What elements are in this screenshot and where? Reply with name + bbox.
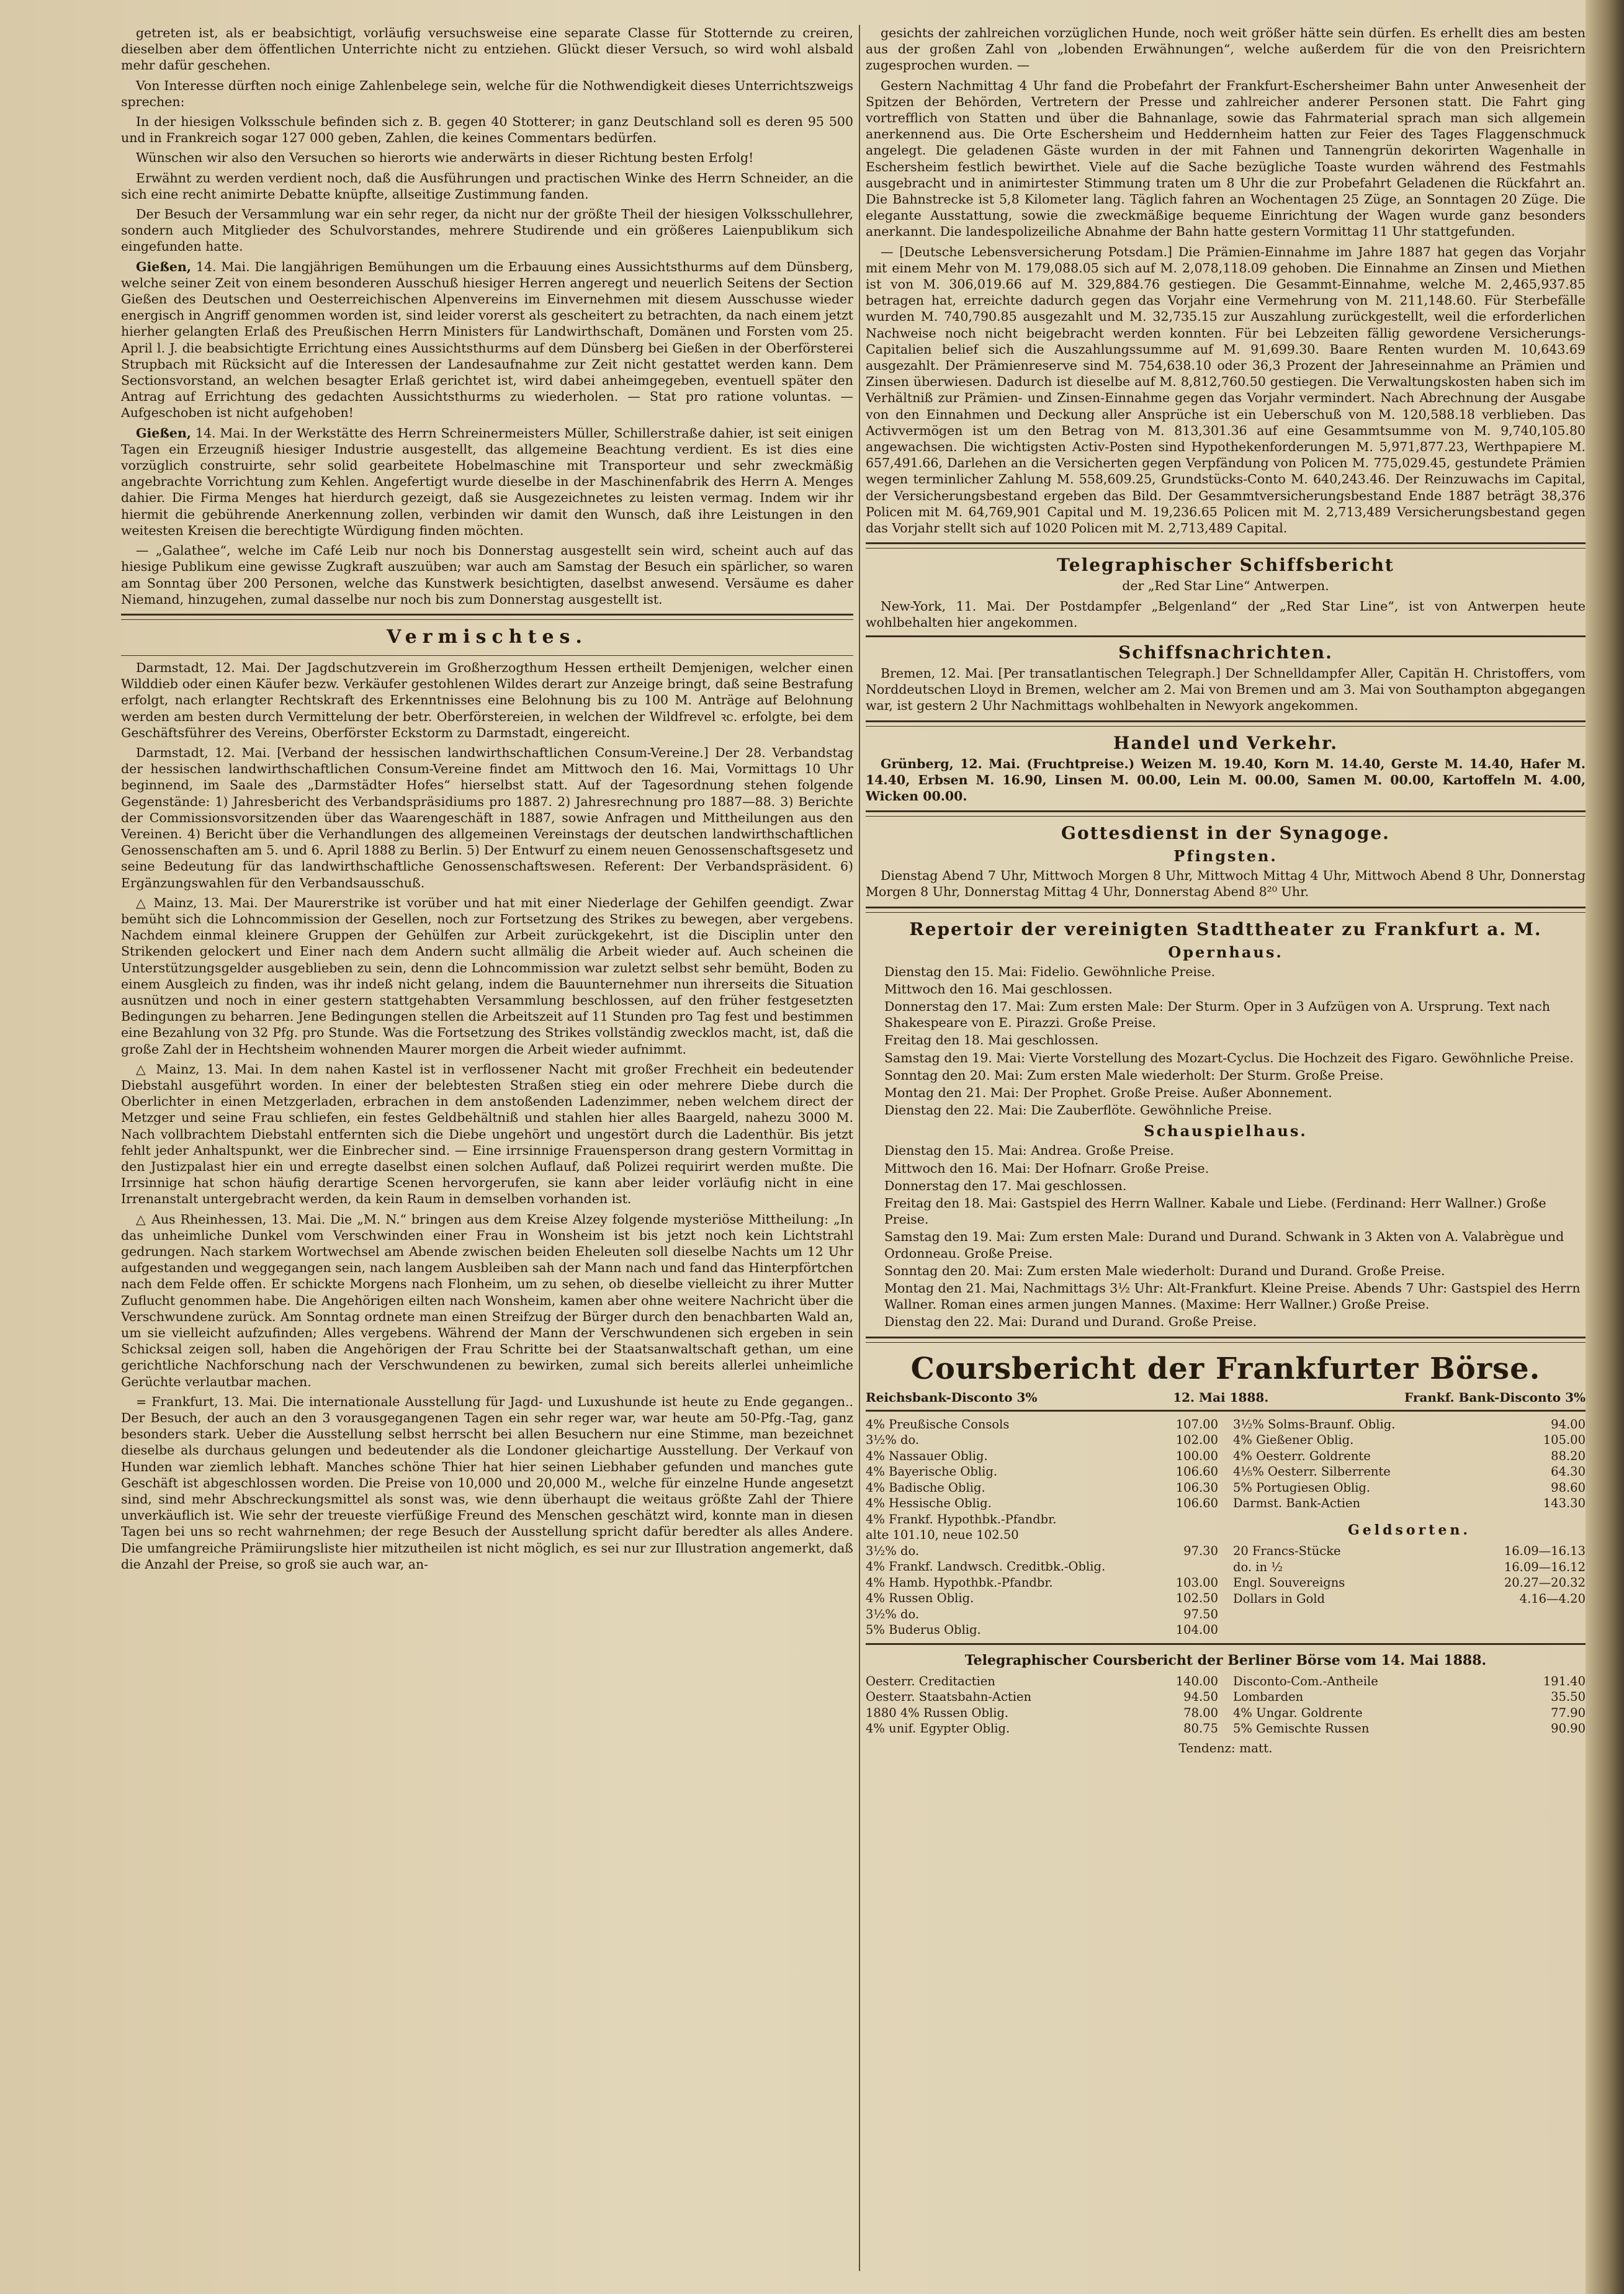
list-item: Mittwoch den 16. Mai: Der Hofnarr. Große Preise. [884, 1160, 1209, 1176]
berlin-coursbericht-title: Telegraphischer Coursbericht der Berliner Börse vom 14. Mai 1888. [964, 1652, 1487, 1669]
gottesdienst-text: Dienstag Abend 7 Uhr, Mittwoch Morgen 8 Uhr, Mittwoch Mittag 4 Uhr, Mittwoch Abend 8 Uhr, Donnerstag Morgen 8 Uhr, Donnerstag Mittag 4 Uhr, Donnerstag Abend 8²⁰ Uhr. [866, 868, 1586, 900]
section-divider [866, 720, 1586, 727]
dateline: Gießen, [136, 425, 191, 441]
section-divider [866, 810, 1586, 817]
schiffsnachrichten-text: Bremen, 12. Mai. [Per transatlantischen Telegraph.] Der Schnelldampfer Aller, Capitän H. Christoffers, vom Norddeutschen Lloyd in Bremen, welcher am 2. Mai von Bremen und am 3. Mai von Southampton abgegangen war, ist gestern 2 Uhr Nachmittags wohlbehalten in Newyork angekommen. [866, 665, 1586, 714]
gottesdienst-subheading: Pfingsten. [1173, 847, 1278, 866]
opernhaus-heading: Opernhaus. [1168, 943, 1283, 961]
table-row: Dollars in Gold 4.16—4.20 [1233, 1591, 1586, 1606]
berlin-courses-table [866, 1673, 1586, 1737]
handel-text: Grünberg, 12. Mai. (Fruchtpreise.) Weizen M. 19.40, Korn M. 14.40, Gerste M. 14.40, Hafer M. 14.40, Erbsen M. 16.90, Linsen M. 00.00, Lein M. 00.00, Samen M. 00.00, Kartoffeln M. 4.00, Wicken 00.00. [866, 756, 1586, 804]
section-divider [866, 907, 1586, 913]
table-row: Engl. Souvereigns 20.27—20.32 [1233, 1575, 1586, 1590]
table-row: 4% Nassauer Oblig. 100.00 [866, 1448, 1218, 1463]
table-row: Oesterr. Staatsbahn-Actien 94.50 [866, 1690, 1218, 1705]
article-lebensversicherung: — [Deutsche Lebensversicherung Potsdam.] Die Prämien-Einnahme im Jahre 1887 hat gegen das Vorjahr mit einem Mehr von M. 179,088.05 sich auf M. 2,078,118.09 gehoben. Die Einnahme an Zinsen und Miethen ist von M. 306,019.66 auf M. 329,884.76 gestiegen. Die Gesammt-Einnahme, welche M. 2,465,937.85 betragen hat, erreichte dadurch gegen das Vorjahr eine Vermehrung von M. 211,148.60. Für Sterbefälle wurden M. 740,790.85 ausgezahlt und M. 32,735.15 zur Auszahlung zurückgestellt, weil die erforderlichen Nachweise noch nicht beigebracht werden konnten. Für bei Lebzeiten fällig gewordene Versicherungs-Capitalien belief sich die Auszahlungssumme auf M. 91,699.30. Baare Renten wurden M. 10,643.69 ausgezahlt. Der Prämienreserve sind M. 754,638.10 oder 36,3 Prozent der Jahreseinnahme an Prämien und Zinsen überwiesen. Dadurch ist dieselbe auf M. 8,812,760.50 gestiegen. Die Verwaltungskosten haben sich im Verhältniß zur Prämien- und Zinsen-Einnahme gegen das Vorjahr vermindert. Nach Abrechnung der Ausgabe von den Einnahmen und Deckung aller Ansprüche ist ein Ueberschuß von M. 120,588.18 verblieben. Das Activvermögen ist um den Betrag von M. 813,301.36 auf eine Gesammtsumme von M. 9,740,105.80 angewachsen. Die wichtigsten Activ-Posten sind Hypothekenforderungen M. 5,971,877.23, Werthpapiere M. 657,491.66, Darlehen an die Versicherten gegen Verpfändung von Policen M. 775,029.45, gestundete Prämien wegen terminlicher Zahlung M. 558,609.25, Grundstücks-Conto M. 640,243.46. Der Reinzuwachs im Capital, der Versicherungsbestand ergeben das Bild. Der Gesammtversicherungsbestand Ende 1887 beträgt 38,376 Policen mit M. 64,769,901 Capital und M. 19,236.65 Policen mit M. 2,713,489 Versicherungsbestand gegen das Vorjahr stellt sich auf 1020 Policen mit M. 2,713,489 Capital. [866, 244, 1586, 536]
list-item: Dienstag den 22. Mai: Die Zauberflöte. Gewöhnliche Preise. [884, 1103, 1272, 1118]
article-darmstadt-jagd: Darmstadt, 12. Mai. Der Jagdschutzverein im Großherzogthum Hessen ertheilt Demjenigen, welcher einen Wilddieb oder einen Käufer bezw. Verkäufer gestohlenen Wildes derart zur Anzeige bringt, daß seine Bestrafung erfolgt, nach erlangter Rechtskraft des Erkenntnisses eine Belohnung bis zu 100 M. Anträge auf Belohnung werden am besten durch Vermittelung der betr. Oberförstereien, in welchen der Wildfrevel ꝛc. erfolgte, bei dem Geschäftsführer des Vereins, Oberförster Eckstorm zu Darmstadt, eingereicht. [121, 660, 853, 740]
section-divider [866, 542, 1586, 549]
divider [121, 655, 853, 656]
table-row: Lombarden 35.50 [1233, 1690, 1586, 1705]
article-giessen-duensberg: Gießen, 14. Mai. Die langjährigen Bemühungen um die Erbauung eines Aussichtsthurms auf dem Dünsberg, welche seiner Zeit von einem besonderen Ausschuß hiesiger Herren angeregt und neuerlich Seitens der Section Gießen des Deutschen und Oesterreichischen Alpenvereins im Einvernehmen mit diesem Ausschusse wieder energisch in Angriff genommen worden ist, sind leider vorerst als gescheitert zu betrachten, da nach einem jetzt hierher gelangten Erlaß des Preußischen Herrn Ministers für Landwirthschaft, Domänen und Forsten vom 25. April l. J. die beabsichtigte Errichtung eines Aussichtsthurms auf dem Dünsberg bei Gießen in der Oberförsterei Strupbach mit Rücksicht auf die Interessen der Landesaufnahme zur Zeit nicht gestattet werden kann. Dem Sectionsvorstand, an welchen besagter Erlaß gerichtet ist, wird dabei anheimgegeben, eventuell später den Antrag auf Errichtung des gedachten Aussichtsthurms zu wiederholen. — Stat pro ratione voluntas. — Aufgeschoben ist nicht aufgehoben! [121, 259, 853, 421]
table-row: 4% Badische Oblig. 106.30 [866, 1480, 1218, 1495]
list-item: Montag den 21. Mai, Nachmittags 3½ Uhr: Alt-Frankfurt. Kleine Preise. Abends 7 Uhr: Gastspiel des Herrn Wallner. Roman eines armen jungen Mannes. (Maxime: Herr Wallner.) Große Preise. [884, 1280, 1581, 1312]
column-rule [859, 25, 860, 2271]
list-item: Dienstag den 15. Mai: Andrea. Große Preise. [884, 1143, 1174, 1158]
article-paragraph: In der hiesigen Volksschule befinden sich z. B. gegen 40 Stotterer; in ganz Deutschland soll es deren 95 500 und in Frankreich sogar 127 000 geben, Zahlen, die keines Commentars bedürfen. [121, 114, 853, 146]
table-row: 4% Frankf. Hypothbk.-Pfandbr. [866, 1512, 1057, 1526]
opernhaus-list [866, 964, 1586, 1119]
table-row: 1880 4% Russen Oblig. 78.00 [866, 1705, 1218, 1720]
berlin-column-2 [1233, 1673, 1586, 1737]
berlin-column-1 [866, 1673, 1218, 1737]
list-item: Dienstag den 15. Mai: Fidelio. Gewöhnliche Preise. [884, 964, 1216, 979]
list-item: Sonntag den 20. Mai: Zum ersten Male wiederholt: Durand und Durand. Große Preise. [884, 1263, 1445, 1278]
table-row: 5% Portugiesen Oblig. 98.60 [1233, 1480, 1586, 1495]
list-item: Samstag den 19. Mai: Zum ersten Male: Durand und Durand. Schwank in 3 Akten von A. Valabrègue und Ordonneau. Große Preise. [884, 1229, 1564, 1261]
courses-column-2 [1233, 1417, 1586, 1638]
article-mainz-diebstahl: △ Mainz, 13. Mai. In dem nahen Kastel ist in verflossener Nacht mit großer Frechheit ein bedeutender Diebstahl ausgeführt worden. In einer der belebtesten Straßen stieg ein oder mehrere Diebe durch die Oberlichter in einen Metzgerladen, erbrachen in dem anstoßenden Ladenzimmer, neben welchem direct der Metzger und seine Frau schliefen, ein festes Geldbehältniß und stahlen hier alles Baargeld, nahezu 3000 M. Nach vollbrachtem Diebstahl entfernten sich die Diebe ungehört und ungestört durch die Ladenthür. Bis jetzt fehlt jeder Anhaltspunkt, wer die Einbrecher sind. — Eine irrsinnige Frauensperson drang gestern Vormittag in den Justizpalast hier ein und erregte daselbst einen solchen Auflauf, daß Polizei requirirt werden mußte. Die Irrsinnige hat schon häufig derartige Scenen hervorgerufen, sie kann aber leider vorläufig nicht in eine Irrenanstalt untergebracht werden, da kein Raum in demselben vorhanden ist. [121, 1061, 853, 1207]
divider [866, 635, 1586, 637]
section-heading-vermischtes: Vermischtes. [387, 625, 588, 648]
table-row: Oesterr. Creditactien 140.00 [866, 1673, 1218, 1688]
table-row: 4% unif. Egypter Oblig. 80.75 [866, 1721, 1218, 1736]
article-darmstadt-verband: Darmstadt, 12. Mai. [Verband der hessischen landwirthschaftlichen Consum-Vereine.] Der 28. Verbandstag der hessischen landwirthschaftlichen Consum-Vereine findet am Mittwoch den 16. Mai, Vormittags 10 Uhr beginnend, im Saale des „Darmstädter Hofes“ hierselbst statt. Auf der Tagesordnung stehen folgende Gegenstände: 1) Jahresbericht des Verbandspräsidiums pro 1887. 2) Jahresrechnung pro 1887—88. 3) Berichte der Commissionsvorsitzenden über das Waarengeschäft in 1887, sowie Anfragen und Mittheilungen aus den Vereinen. 4) Bericht über die Verhandlungen des allgemeinen Vereinstags der deutschen landwirthschaftlichen Genossenschaften am 5. und 6. April 1888 zu Berlin. 5) Der Entwurf zu einem neuen Genossenschaftsgesetz und seine Bedeutung für das landwirthschaftliche Genossenschaftswesen. Referent: Der Verbandspräsident. 6) Ergänzungswahlen für den Verbandsausschuß. [121, 745, 853, 890]
table-row: do. in ½ 16.09—16.12 [1233, 1559, 1586, 1574]
table-row: 4% Ungar. Goldrente 77.90 [1233, 1705, 1586, 1720]
table-row: 4% Oesterr. Goldrente 88.20 [1233, 1448, 1586, 1463]
dateline: Gießen, [136, 259, 191, 274]
table-row: 3½% do. 97.30 [866, 1543, 1218, 1558]
list-item: Samstag den 19. Mai: Vierte Vorstellung des Mozart-Cyclus. Die Hochzeit des Figaro. Gewöhnliche Preise. [884, 1050, 1574, 1065]
table-row: 5% Gemischte Russen 90.90 [1233, 1721, 1586, 1736]
list-item: Donnerstag den 17. Mai: Zum ersten Male: Der Sturm. Oper in 3 Aufzügen von A. Ursprung. Text nach Shakespeare von E. Pirazzi. Große Preise. [884, 998, 1550, 1031]
table-row: 5% Buderus Oblig. 104.00 [866, 1623, 1218, 1638]
article-hunde-continued: gesichts der zahlreichen vorzüglichen Hunde, noch weit größer hätte sein dürfen. Es erhellt dies am besten aus der großen Zahl von „lobenden Erwähnungen“, welche außerdem für die von den Preisrichtern zugesprochen wurden. — [866, 25, 1586, 73]
table-row: Darmst. Bank-Actien 143.30 [1233, 1496, 1586, 1511]
right-column [866, 25, 1586, 1755]
article-rheinhessen: △ Aus Rheinhessen, 13. Mai. Die „M. N.“ bringen aus dem Kreise Alzey folgende mysteriöse Mittheilung: „In das unheimliche Dunkel vom Verschwinden einer Frau in Wonsheim ist bis jetzt noch kein Lichtstrahl gedrungen. Nach starkem Wortwechsel am Abende zwischen beiden Eheleuten soll dieselbe Nachts um 12 Uhr aufgestanden und weggegangen sein, nach langem Ausbleiben sah der Mann nach und fand das Hinterpförtchen nach dem Felde offen. Er schickte Morgens nach Flonheim, um zu sehen, ob dieselbe vielleicht zu ihrer Mutter Zuflucht genommen habe. Die Angehörigen eilten nach Wonsheim, kamen aber ohne weitere Nachricht über die Verschwundene zurück. Am Sonntag ordnete man einen Streifzug der Bürger durch den benachbarten Wald an, um sie vielleicht aufzufinden; Alles vergebens. Während der Mann der Verschwundenen sich ergeben in sein Schicksal zeigen soll, haben die Angehörigen der Frau Schritte bei der Staatsanwaltschaft gethan, um eine gerichtliche Nachforschung nach der Verschwundenen zu bewirken, zumal sich bereits allerlei unheimliche Gerüchte verlautbar machen. [121, 1211, 853, 1389]
table-row: 4% Gießener Oblig. 105.00 [1233, 1433, 1586, 1448]
article-paragraph: Der Besuch der Versammlung war ein sehr reger, da nicht nur der größte Theil der hiesigen Volksschullehrer, sondern auch Mitglieder des Schulvorstandes, mehrere Studirende und ein größeres Laienpublikum sich eingefunden hatte. [121, 207, 853, 254]
table-row: 4% Russen Oblig. 102.50 [866, 1591, 1218, 1606]
telegraph-subheading: der „Red Star Line“ Antwerpen. [1122, 578, 1329, 594]
frankf-bank-disconto: Frankf. Bank-Disconto 3% [1404, 1389, 1586, 1405]
tendenz: Tendenz: matt. [1178, 1740, 1273, 1755]
schauspielhaus-list [866, 1142, 1586, 1330]
list-item: Donnerstag den 17. Mai geschlossen. [884, 1178, 1127, 1193]
table-row: 4⅕% Oesterr. Silberrente 64.30 [1233, 1464, 1586, 1479]
courses-column-1 [866, 1417, 1218, 1638]
table-row: alte 101.10, neue 102.50 [866, 1528, 1019, 1543]
table-row: 4% Frankf. Landwsch. Creditbk.-Oblig. [866, 1559, 1106, 1574]
list-item: Montag den 21. Mai: Der Prophet. Große Preise. Außer Abonnement. [884, 1085, 1332, 1100]
report-date: 12. Mai 1888. [1173, 1389, 1269, 1405]
section-heading-telegraph: Telegraphischer Schiffsbericht [1057, 555, 1394, 576]
telegraph-text: New-York, 11. Mai. Der Postdampfer „Belgenland“ der „Red Star Line“, ist von Antwerpen heute wohlbehalten hier angekommen. [866, 598, 1586, 630]
article-giessen-hobelmaschine: Gießen, 14. Mai. In der Werkstätte des Herrn Schreinermeisters Müller, Schillerstraße dahier, ist seit einigen Tagen ein Erzeugniß hiesiger Industrie ausgestellt, das allgemeine Beachtung verdient. Es ist dies eine vorzüglich construirte, sehr solid gearbeitete Hobelmaschine mit Transporteur und sehr zweckmäßig angebrachte Vorrichtung zum Kehlen. Angefertigt wurde dieselbe in der Maschinenfabrik des Herrn A. Menges dahier. Die Firma Menges hat hierdurch gezeigt, daß sie Ausgezeichnetes zu leisten vermag. Indem wir ihr hiermit die gebührende Anerkennung zollen, verbinden wir damit den Wunsch, daß ihre Leistungen in den weitesten Kreisen die berechtigte Würdigung finden möchten. [121, 425, 853, 538]
table-row: 20 Francs-Stücke 16.09—16.13 [1233, 1544, 1586, 1559]
coursbericht-meta [866, 1390, 1586, 1405]
table-row: 4% Preußische Consols 107.00 [866, 1417, 1218, 1432]
reichsbank-disconto: Reichsbank-Disconto 3% [866, 1389, 1038, 1405]
section-divider [121, 614, 853, 620]
table-row: 3½% Solms-Braunf. Oblig. 94.00 [1233, 1417, 1586, 1432]
table-row: Disconto-Com.-Antheile 191.40 [1233, 1673, 1586, 1688]
article-frankfurt-hunde: = Frankfurt, 13. Mai. Die internationale Ausstellung für Jagd- und Luxushunde ist heute zu Ende gegangen.. Der Besuch, der auch an den 3 vorausgegangenen Tagen ein sehr reger war, war heute am 50-Pfg.-Tag, ganz besonders stark. Ueber die Ausstellung selbst herrscht bei allen Besuchern nur eine Stimme, man bezeichnet dieselbe als durchaus gelungen und bedeutender als die Londoner gleichartige Ausstellung. Der Verkauf von Hunden war ziemlich lebhaft. Manches schöne Thier hat hier seinen Liebhaber gefunden und manches gute Geschäft ist abgeschlossen worden. Die Preise von 10,000 und 20,000 M., welche für einzelne Hunde angesetzt sind, sind mehr Abschreckungsmittel als sonst was, wie denn überhaupt die weitaus größte Zahl der Thiere unverkäuflich ist. Wie sehr der treueste vierfüßige Freund des Menschen geschätzt wird, konnte man in diesen Tagen bei uns so recht wahrnehmen; der rege Besuch der Ausstellung spricht dafür beredter als alles Andere. Die umfangreiche Prämiirungsliste hier mitzutheilen ist nicht möglich, es sei nur zur Illustration angemerkt, daß die Anzahl der Preise, so groß sie auch war, an- [121, 1394, 853, 1572]
article-paragraph: Erwähnt zu werden verdient noch, daß die Ausführungen und practischen Winke des Herrn Schneider, an die sich eine recht animirte Debatte knüpfte, allseitige Zustimmung fanden. [121, 170, 853, 202]
section-heading-repertoir: Repertoir der vereinigten Stadttheater zu Frankfurt a. M. [909, 918, 1542, 939]
list-item: Sonntag den 20. Mai: Zum ersten Male wiederholt: Der Sturm. Große Preise. [884, 1067, 1384, 1083]
article-galathee: — „Galathee“, welche im Café Leib nur noch bis Donnerstag ausgestellt sein wird, scheint auch auf das hiesige Publikum eine gewisse Zugkraft auszuüben; war auch am Samstag der Besuch ein spärlicher, so waren am Sonntag über 200 Personen, welche das Kunstwerk besichtigten, daselbst anwesend. Versäume es daher Niemand, hinzugehen, zumal dasselbe nur noch bis zum Donnerstag ausgestellt ist. [121, 543, 853, 607]
table-row: 3½% do. 97.50 [866, 1606, 1218, 1621]
article-eschersheimer-bahn: Gestern Nachmittag 4 Uhr fand die Probefahrt der Frankfurt-Eschersheimer Bahn unter Anwesenheit der Spitzen der Behörden, Vertretern der Presse und zahlreicher anderer Personen statt. Die Fahrt ging vortrefflich von Statten und über die Bahnanlage, sowie das Fahrmaterial sprach man sich allgemein anerkennend aus. Die Orte Eschersheim und Heddernheim hatten zur Feier des Tages Flaggenschmuck angelegt. Die geladenen Gäste wurden in der mit Fahnen und Tannengrün dekorirten Wagenhalle in Eschersheim festlich bewirthet. Viele auf die Sache bezügliche Toaste wurden während des Festmahls ausgebracht und in animirtester Stimmung traten um 8 Uhr die zur Probefahrt Geladenen die Rückfahrt an. Die Bahnstrecke ist 5,8 Kilometer lang. Täglich fahren an Wochentagen 25 Züge, an Sonntagen 20 Züge. Die elegante Ausstattung, sowie die zweckmäßige bequeme Einrichtung der Wagen wurde ganz besonders anerkannt. Die landespolizeiliche Abnahme der Bahn hatte gestern Vormittag 11 Uhr stattgefunden. [866, 78, 1586, 240]
list-item: Freitag den 18. Mai geschlossen. [884, 1033, 1099, 1048]
divider [866, 1643, 1586, 1645]
section-heading-handel: Handel und Verkehr. [1113, 732, 1338, 753]
table-row: 4% Hessische Oblig. 106.60 [866, 1496, 1218, 1511]
article-mainz-strike: △ Mainz, 13. Mai. Der Maurerstrike ist vorüber und hat mit einer Niederlage der Gehilfen geendigt. Zwar bemüht sich die Lohncommission der Gesellen, noch zur Fortsetzung des Strikes zu bewegen, aber vergebens. Nachdem einmal kleinere Gruppen der Gehülfen zur Arbeit zurückgekehrt, ist die Disciplin unter den Strikenden gelockert und Einer nach dem Andern sucht allmälig die Arbeit wieder auf. Auch scheinen die Unterstützungsgelder ausgeblieben zu sein, denn die Lohncommission war zuletzt selbst sehr bemüht, Boden zu einem Ausgleich zu finden, was ihr indeß nicht gelang, indem die Bauunternehmer nun ihrerseits die Situation ausnützen und noch in einer gestern stattgehabten Versammlung beschlossen, auf den früher festgesetzten Bedingungen zu beharren. Jene Bedingungen stellen die Arbeitszeit auf 11 Stunden pro Tag fest und bestimmen eine Bezahlung von 32 Pfg. pro Stunde. Was die Fortsetzung des Strikes vollständig zwecklos macht, ist, daß die große Zahl der in Hechtsheim wohnenden Maurer morgen die Arbeit wieder aufnimmt. [121, 895, 853, 1057]
list-item: Dienstag den 22. Mai: Durand und Durand. Große Preise. [884, 1314, 1257, 1330]
left-column [121, 25, 853, 1576]
section-heading-gottesdienst: Gottesdienst in der Synagoge. [1061, 823, 1390, 844]
divider [866, 1410, 1586, 1412]
section-heading-schiffsnachrichten: Schiffsnachrichten. [1118, 642, 1333, 663]
list-item: Freitag den 18. Mai: Gastspiel des Herrn Wallner. Kabale und Liebe. (Ferdinand: Herr Wallner.) Große Preise. [884, 1195, 1546, 1227]
article-stotterer: getreten ist, als er beabsichtigt, vorläufig versuchsweise eine separate Classe für Stotternde zu creiren, dieselben aber dem öffentlichen Unterrichte nicht zu entziehen. Glückt dieser Versuch, so wird wohl alsbald mehr dafür geschehen. [121, 25, 853, 73]
table-row: 4% Bayerische Oblig. 106.60 [866, 1464, 1218, 1479]
coursbericht-title: Coursbericht der Frankfurter Börse. [910, 1351, 1541, 1386]
table-row: 4% Hamb. Hypothbk.-Pfandbr. 103.00 [866, 1575, 1218, 1590]
frankfurt-courses-table [866, 1417, 1586, 1638]
geldsorten-heading: Geldsorten. [1348, 1521, 1471, 1538]
article-paragraph: Wünschen wir also den Versuchen so hierorts wie anderwärts in dieser Richtung besten Erfolg! [136, 150, 754, 166]
section-divider [866, 1337, 1586, 1343]
article-paragraph: Von Interesse dürften noch einige Zahlenbelege sein, welche für die Nothwendigkeit dieses Unterrichtszweigs sprechen: [121, 78, 853, 109]
book-binding-edge [1586, 0, 1624, 2294]
list-item: Mittwoch den 16. Mai geschlossen. [884, 981, 1113, 997]
schauspielhaus-heading: Schauspielhaus. [1144, 1122, 1308, 1140]
table-row: 3½% do. 102.00 [866, 1433, 1218, 1448]
